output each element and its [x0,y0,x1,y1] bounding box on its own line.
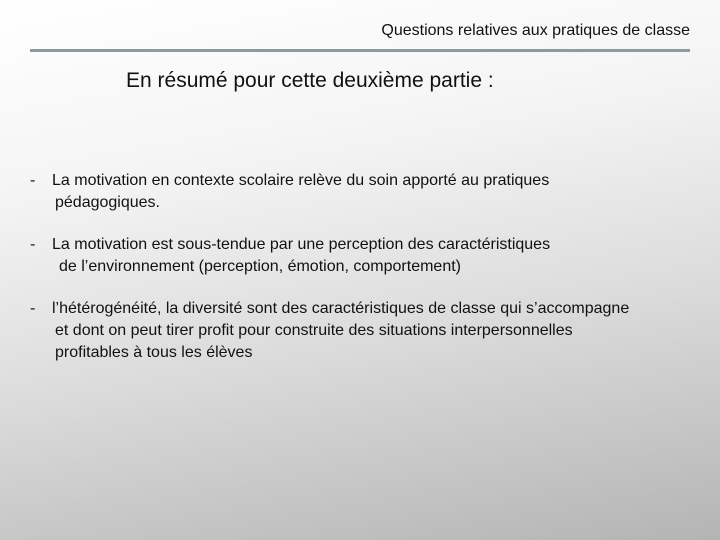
header-divider [30,49,690,52]
bullet-line: La motivation est sous-tendue par une perception des caractéristiques [52,236,551,253]
bullet-marker: - [30,172,36,189]
bullet-line: l’hétérogénéité, la diversité sont des caractéristiques de classe qui s’accompagne [52,300,630,317]
bullet-line: profitables à tous les élèves [55,344,253,361]
bullet-marker: - [30,236,36,253]
bullet-line: et dont on peut tirer profit pour construite des situations interpersonnelles [55,322,573,339]
bullet-line: La motivation en contexte scolaire relève du soin apporté au pratiques [52,172,550,189]
bullet-item [30,234,710,278]
bullet-list [30,170,710,384]
bullet-item [30,298,710,364]
bullet-marker: - [30,300,36,317]
bullet-line: de l’environnement (perception, émotion, comportement) [59,258,461,275]
slide-subtitle: En résumé pour cette deuxième partie : [126,69,494,92]
bullet-line: pédagogiques. [55,194,160,211]
bullet-item [30,170,710,214]
header-title: Questions relatives aux pratiques de classe [381,22,690,39]
